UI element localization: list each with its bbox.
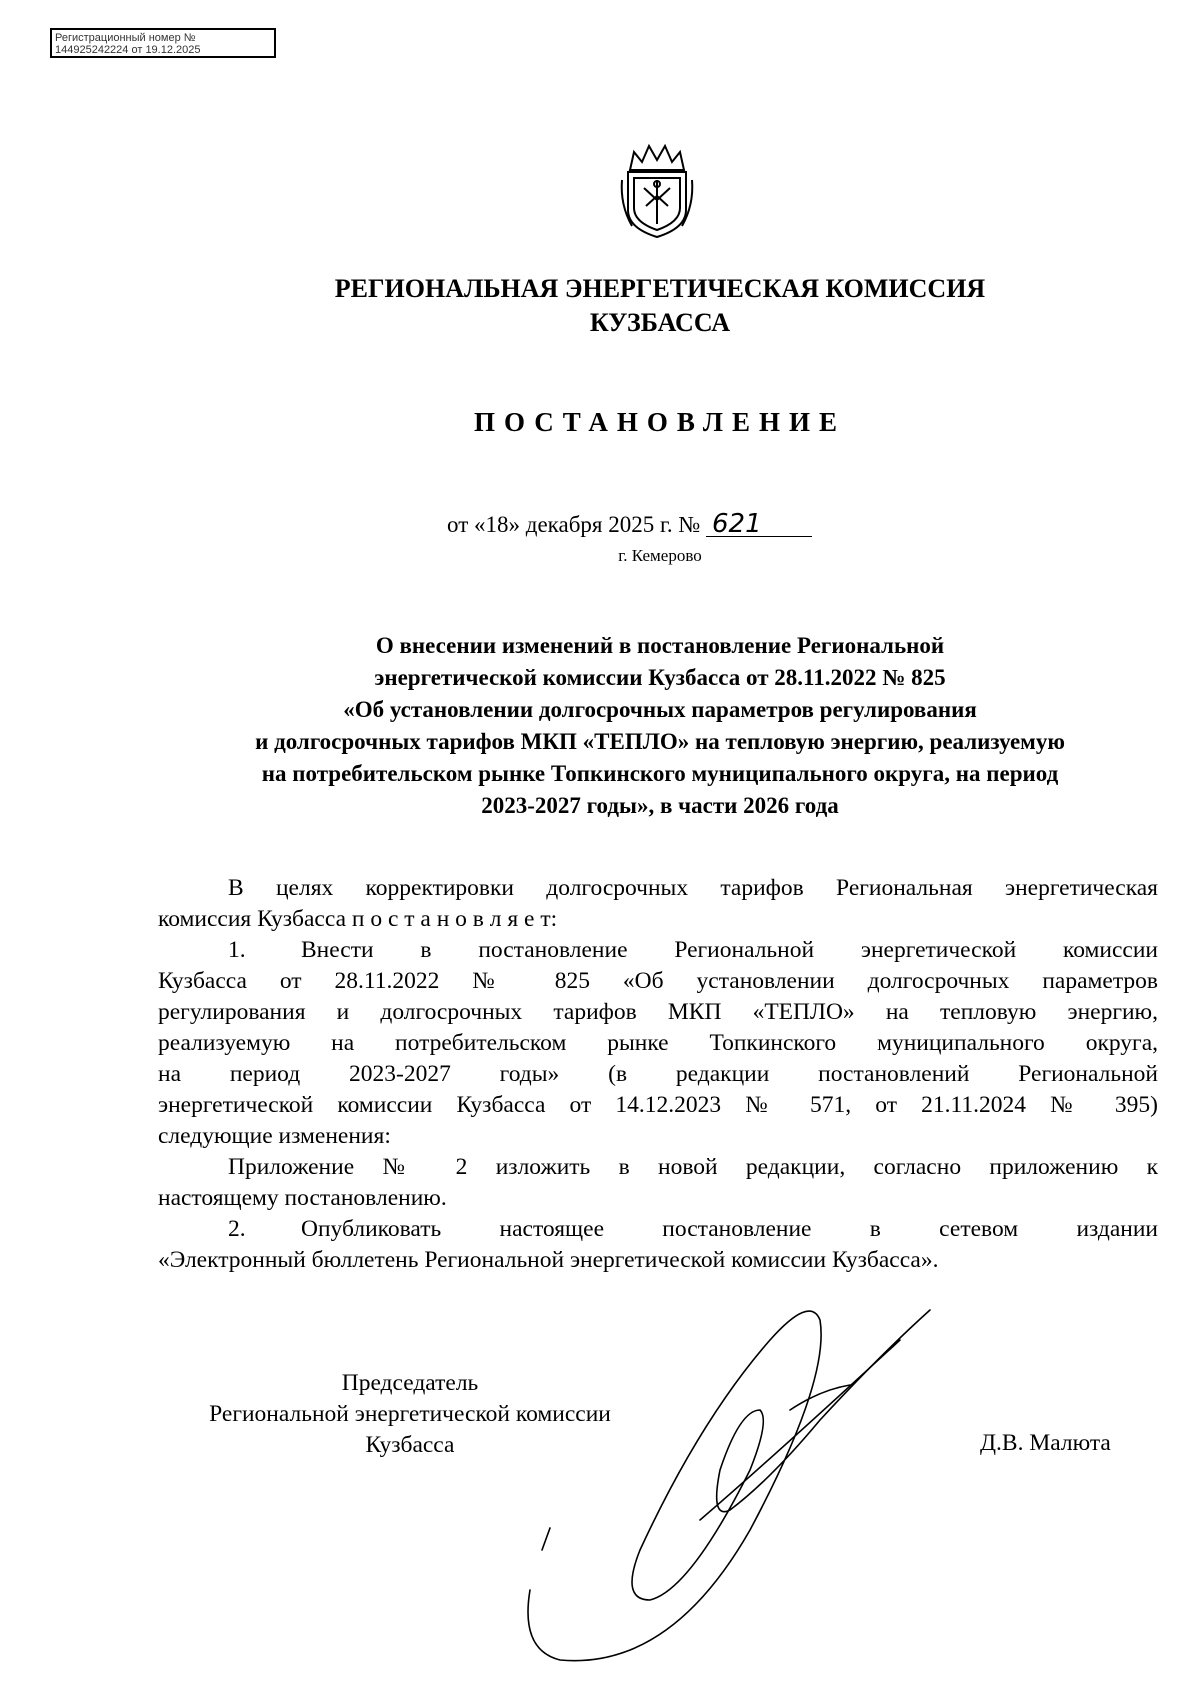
document-body — [158, 873, 1158, 1276]
preamble-line: комиссия Кузбасса п о с т а н о в л я е т: — [158, 906, 558, 932]
signatory-title-line: Председатель — [341, 1370, 479, 1396]
subject-line: О внесении изменений в постановление Региональной — [375, 633, 945, 658]
registration-line-1: Регистрационный номер № — [55, 32, 196, 44]
item-1-text: Внести в постановление Региональной энергетической комиссии — [301, 937, 1158, 963]
subject-line: 2023-2027 годы», в части 2026 года — [481, 793, 839, 818]
date-text: от «18» декабря 2025 г. № — [447, 512, 701, 537]
document-type-title: ПОСТАНОВЛЕНИЕ — [473, 407, 847, 437]
item-1-line: энергетической комиссии Кузбасса от 14.12.2023 № 571, от 21.11.2024 № 395) — [158, 1092, 1158, 1118]
city: г. Кемерово — [618, 546, 702, 565]
coat-of-arms-icon — [618, 140, 696, 240]
org-line-1: РЕГИОНАЛЬНАЯ ЭНЕРГЕТИЧЕСКАЯ КОМИССИЯ — [334, 274, 986, 303]
item-2-line: «Электронный бюллетень Региональной энергетической комиссии Кузбасса». — [158, 1247, 939, 1273]
subject-line: энергетической комиссии Кузбасса от 28.11.2022 № 825 — [374, 665, 946, 690]
annex-line: настоящему постановлению. — [158, 1185, 447, 1211]
organization-name — [200, 272, 1120, 340]
item-1-line — [158, 935, 1158, 966]
date-and-number — [447, 509, 812, 539]
item-1-line: на период 2023-2027 годы» (в редакции постановлений Региональной — [158, 1061, 1158, 1087]
item-1-line: следующие изменения: — [158, 1123, 391, 1149]
registration-line-2: 144925242224 от 19.12.2025 — [55, 44, 201, 56]
signatory-name: Д.В. Малюта — [980, 1430, 1111, 1456]
org-line-2: КУЗБАССА — [589, 308, 731, 337]
document-number: 621 — [706, 512, 812, 537]
item-1-number: 1. — [228, 937, 246, 963]
item-1-line: регулирования и долгосрочных тарифов МКП «ТЕПЛО» на тепловую энергию, — [158, 999, 1158, 1025]
signatory-title-line: Региональной энергетической комиссии — [209, 1401, 611, 1427]
signatory-title-line: Кузбасса — [365, 1432, 455, 1458]
annex-line: Приложение № 2 изложить в новой редакции, согласно приложению к — [228, 1154, 1158, 1180]
item-1-line: Кузбасса от 28.11.2022 № 825 «Об установлении долгосрочных параметров — [158, 968, 1158, 994]
subject-line: «Об установлении долгосрочных параметров регулирования — [343, 697, 977, 722]
item-2-line — [158, 1214, 1158, 1245]
preamble-line: В целях корректировки долгосрочных тарифов Региональная энергетическая — [228, 875, 1158, 901]
item-1-line: реализуемую на потребительском рынке Топкинского муниципального округа, — [158, 1030, 1158, 1056]
registration-stamp — [50, 28, 276, 58]
subject-line: на потребительском рынке Топкинского муниципального округа, на период — [261, 761, 1059, 786]
item-2-text: Опубликовать настоящее постановление в сетевом издании — [301, 1216, 1158, 1242]
document-subject — [150, 630, 1170, 822]
subject-line: и долгосрочных тарифов МКП «ТЕПЛО» на тепловую энергию, реализуемую — [255, 729, 1065, 754]
item-2-number: 2. — [228, 1216, 246, 1242]
handwritten-signature — [520, 1300, 990, 1670]
